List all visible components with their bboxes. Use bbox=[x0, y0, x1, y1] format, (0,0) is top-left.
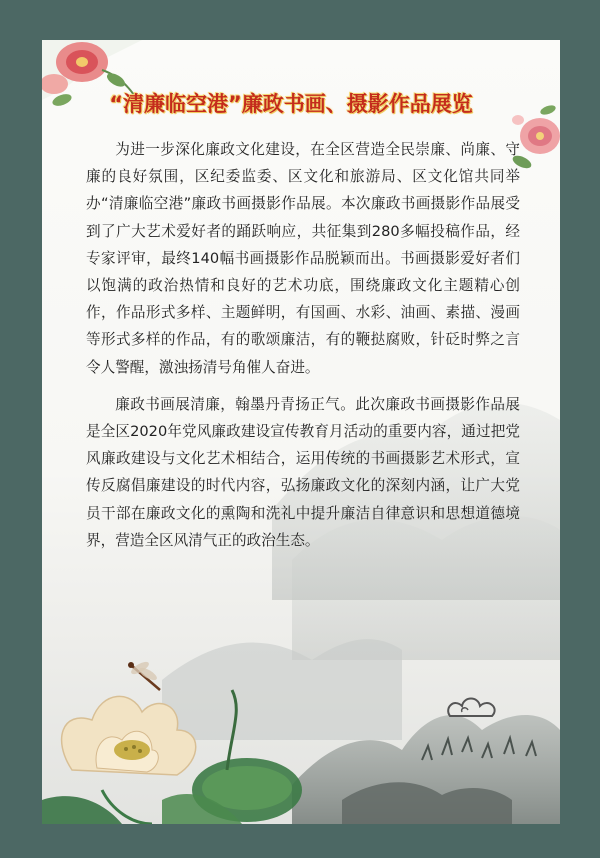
paragraph-2: 廉政书画展清廉，翰墨丹青扬正气。此次廉政书画摄影作品展是全区2020年党风廉政建设宣传教育月活动的重要内容，通过把党风廉政建设与文化艺术相结合，运用传统的书画摄影艺术形式，宣传反腐倡廉建设的时代内容，弘扬廉政文化的深刻内涵，让广大党员干部在廉政文化的熏陶和洗礼中提升廉洁自律意识和思想道德境界，营造全区风清气正的政治生态。 bbox=[86, 395, 520, 549]
dragonfly-icon bbox=[122, 658, 172, 698]
paragraph-1: 为进一步深化廉政文化建设，在全区营造全民崇廉、尚廉、守廉的良好氛围，区纪委监委、区文化和旅游局、区文化馆共同举办“清廉临空港”廉政书画摄影作品展。本次廉政书画摄影作品展受到了广大艺术爱好者的踊跃响应，共征集到280多幅投稿作品，经专家评审，最终140幅书画摄影作品脱颖而出。书画摄影爱好者们以饱满的政治热情和良好的艺术功底，围绕廉政文化主题精心创作，作品形式多样、主题鲜明，有国画、水彩、油画、素描、漫画等形式多样的作品，有的歌颂廉洁，有的鞭挞腐败，针砭时弊之言令人警醒，激浊扬清号角催人奋进。 bbox=[86, 141, 520, 376]
lotus-flower-illustration bbox=[42, 650, 302, 824]
article-body bbox=[86, 136, 520, 554]
poster-title: “清廉临空港”廉政书画、摄影作品展览 bbox=[109, 92, 473, 116]
cloud-scroll-icon bbox=[442, 688, 502, 728]
